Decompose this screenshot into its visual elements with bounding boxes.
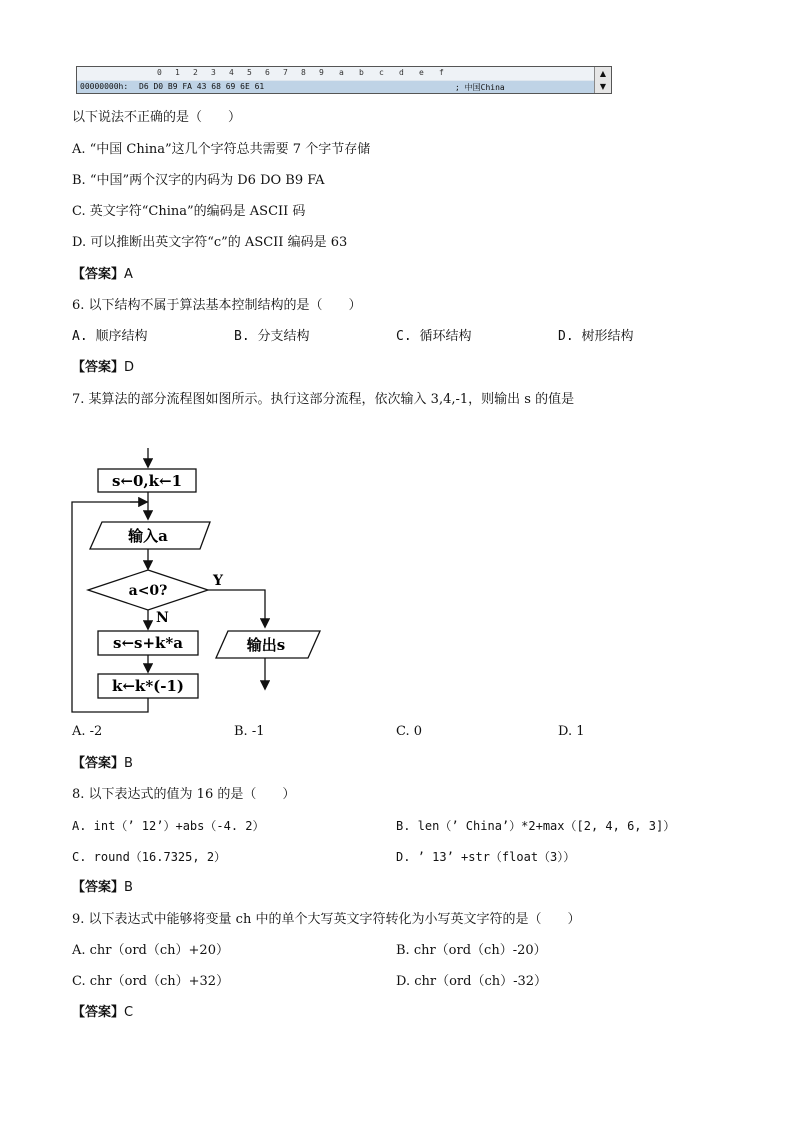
q7-stem: 7. 某算法的部分流程图如图所示。执行这部分流程，依次输入 3,4,-1，则输出 s 的值是 bbox=[72, 392, 575, 407]
yes-label: Y bbox=[213, 573, 223, 589]
hex-row bbox=[77, 81, 595, 93]
scrollbar[interactable] bbox=[594, 67, 611, 93]
hex-col: 3 bbox=[211, 68, 216, 77]
q9-answer bbox=[72, 1004, 133, 1022]
q8-answer bbox=[72, 879, 133, 897]
scroll-up-icon[interactable]: ▲ bbox=[599, 69, 607, 78]
hex-col: f bbox=[439, 68, 444, 77]
q8-option-b: B. len（’ China’）*2+max（[2, 4, 6, 3]） bbox=[396, 819, 676, 833]
answer-label: 【答案】 bbox=[72, 880, 125, 895]
hex-col: 2 bbox=[193, 68, 198, 77]
hex-col: d bbox=[399, 68, 404, 77]
step1-label: s←s+k*a bbox=[113, 634, 183, 652]
hex-col: 6 bbox=[265, 68, 270, 77]
q8-option-d: D. ’ 13’ +str（float（3）） bbox=[396, 850, 576, 864]
no-label: N bbox=[156, 610, 169, 626]
answer-value: C bbox=[124, 1005, 134, 1020]
input-label: 输入a bbox=[128, 527, 168, 545]
flowchart bbox=[60, 440, 340, 724]
answer-value: B bbox=[124, 880, 133, 895]
q8-option-a: A. int（’ 12’）+abs（-4. 2） bbox=[72, 819, 265, 833]
q7-option-c: C. 0 bbox=[396, 724, 423, 739]
q6-option-c: C. 循环结构 bbox=[396, 329, 472, 344]
q5-option-a: A. “中国 China”这几个字符总共需要 7 个字节存储 bbox=[72, 142, 371, 157]
hex-offset: 00000000h: bbox=[80, 82, 129, 91]
hex-header bbox=[77, 67, 595, 80]
q7-answer bbox=[72, 755, 133, 773]
hex-col: 4 bbox=[229, 68, 234, 77]
q5-stem: 以下说法不正确的是（ ） bbox=[72, 110, 242, 125]
q9-option-b: B. chr（ord（ch）-20） bbox=[396, 943, 547, 958]
output-label: 输出s bbox=[246, 636, 286, 654]
answer-label: 【答案】 bbox=[72, 1005, 125, 1020]
q6-option-b: B. 分支结构 bbox=[234, 329, 310, 344]
q5-answer bbox=[72, 266, 133, 284]
q5-option-c: C. 英文字符“China”的编码是 ASCII 码 bbox=[72, 204, 306, 219]
hex-text: ; 中国China bbox=[455, 83, 505, 92]
hex-col: 8 bbox=[301, 68, 306, 77]
answer-value: D bbox=[124, 360, 135, 375]
q8-stem: 8. 以下表达式的值为 16 的是（ ） bbox=[72, 787, 296, 802]
q6-option-a: A. 顺序结构 bbox=[72, 329, 148, 344]
step2-label: k←k*(-1) bbox=[111, 677, 185, 695]
hex-col: c bbox=[379, 68, 384, 77]
q6-option-d: D. 树形结构 bbox=[558, 329, 634, 344]
hex-viewer bbox=[76, 66, 612, 94]
hex-bytes: D6 D0 B9 FA 43 68 69 6E 61 bbox=[139, 82, 265, 91]
q9-stem: 9. 以下表达式中能够将变量 ch 中的单个大写英文字符转化为小写英文字符的是（ ） bbox=[72, 912, 581, 927]
q7-option-d: D. 1 bbox=[558, 724, 585, 739]
answer-value: B bbox=[124, 756, 133, 771]
q5-option-d: D. 可以推断出英文字符“c”的 ASCII 编码是 63 bbox=[72, 235, 348, 250]
answer-label: 【答案】 bbox=[72, 267, 125, 282]
hex-col: 0 bbox=[157, 68, 162, 77]
hex-col: 1 bbox=[175, 68, 180, 77]
q9-option-c: C. chr（ord（ch）+32） bbox=[72, 974, 230, 989]
q7-option-b: B. -1 bbox=[234, 724, 265, 739]
hex-col: 5 bbox=[247, 68, 252, 77]
q9-option-d: D. chr（ord（ch）-32） bbox=[396, 974, 548, 989]
hex-col: 9 bbox=[319, 68, 324, 77]
q7-option-a: A. -2 bbox=[72, 724, 103, 739]
hex-col: b bbox=[359, 68, 364, 77]
init-label: s←0,k←1 bbox=[111, 472, 183, 490]
q8-option-c: C. round（16.7325, 2） bbox=[72, 850, 227, 864]
q5-option-b: B. “中国”两个汉字的内码为 D6 DO B9 FA bbox=[72, 173, 325, 188]
scroll-down-icon[interactable]: ▼ bbox=[599, 82, 607, 91]
hex-col: a bbox=[339, 68, 344, 77]
answer-label: 【答案】 bbox=[72, 756, 125, 771]
q6-stem: 6. 以下结构不属于算法基本控制结构的是（ ） bbox=[72, 298, 362, 313]
q6-answer bbox=[72, 359, 134, 377]
hex-col: 7 bbox=[283, 68, 288, 77]
cond-label: a<0? bbox=[128, 583, 168, 599]
q9-option-a: A. chr（ord（ch）+20） bbox=[72, 943, 229, 958]
hex-col: e bbox=[419, 68, 424, 77]
answer-label: 【答案】 bbox=[72, 360, 125, 375]
answer-value: A bbox=[124, 267, 133, 282]
